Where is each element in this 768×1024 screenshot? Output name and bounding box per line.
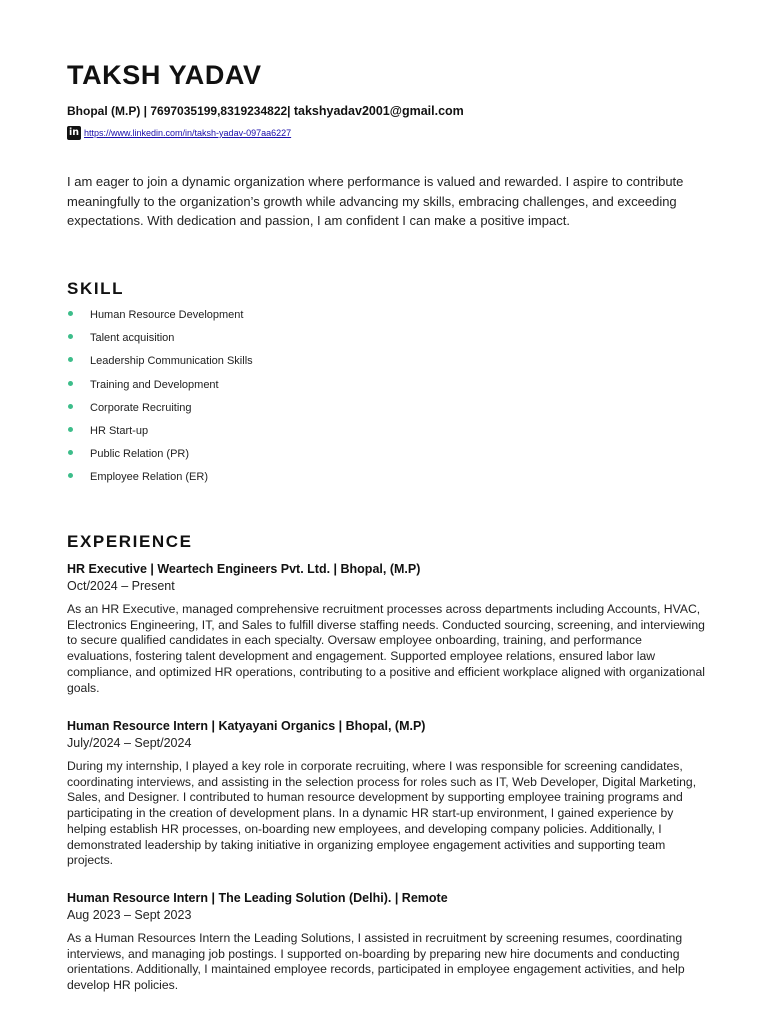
linkedin-link[interactable]: https://www.linkedin.com/in/taksh-yadav-097aa6227	[84, 128, 292, 138]
experience-entry	[67, 890, 707, 994]
skill-label: Talent acquisition	[90, 332, 175, 345]
job-title: Human Resource Intern | Katyayani Organics | Bhopal, (M.P)	[67, 719, 426, 733]
skill-item	[67, 468, 253, 491]
bullet-icon	[68, 404, 73, 409]
location-phone: Bhopal (M.P) | 7697035199,8319234822|	[67, 104, 294, 118]
bullet-icon	[68, 473, 73, 478]
skill-item	[67, 352, 253, 375]
bullet-icon	[68, 427, 73, 432]
job-dates: Aug 2023 – Sept 2023	[67, 908, 192, 922]
skill-item	[67, 399, 253, 422]
skill-label: Human Resource Development	[90, 309, 244, 321]
summary-paragraph: I am eager to join a dynamic organization where performance is valued and rewarded. I aspire to contribute meaningfully to the organization’s growth while advancing my skills, embracing challenges, and exceeding expectations. With dedication and passion, I am confident I can make a positive impact.	[67, 174, 684, 228]
job-description: As an HR Executive, managed comprehensive recruitment processes across departments including Accounts, HVAC, Electronics Engineering, IT, and Sales to fulfill diverse staffing needs. Conducted sourcing, screening, and interviewing to secure qualified candidates in each specialty. Oversaw employee onboarding, training, and performance evaluations, fostering talent development and engagement. Supported employee relations, ensured labor law compliance, and optimized HR operations, contributing to a positive and efficient workplace aligned with organizational goals.	[67, 602, 705, 695]
bullet-icon	[68, 311, 73, 316]
skill-item	[67, 376, 253, 399]
bullet-icon	[68, 381, 73, 386]
skill-label: Public Relation (PR)	[90, 448, 190, 461]
skill-label: HR Start-up	[90, 424, 149, 437]
skill-item	[67, 445, 253, 468]
job-dates: July/2024 – Sept/2024	[67, 736, 192, 750]
skill-list	[67, 306, 253, 492]
job-dates: Oct/2024 – Present	[67, 579, 175, 593]
candidate-name: TAKSH YADAV	[67, 60, 262, 90]
experience-section-title: EXPERIENCE	[67, 532, 193, 551]
skill-item	[67, 306, 253, 329]
skill-label: Employee Relation (ER)	[90, 471, 208, 484]
skill-section-title: SKILL	[67, 279, 125, 298]
email-address: takshyadav2001@gmail.com	[293, 104, 464, 118]
linkedin-row	[67, 126, 291, 140]
linkedin-icon: in	[68, 127, 80, 139]
skill-label: Corporate Recruiting	[90, 401, 192, 414]
skill-item	[67, 329, 253, 352]
experience-entry	[67, 718, 707, 869]
job-description: During my internship, I played a key role in corporate recruiting, where I was responsible for screening candidates, coordinating interviews, and assisting in the selection process for roles such as IT, Web Developer, Digital Marketing, Sales, and Designer. I contributed to human resource development by supporting employee training programs and participating in the creation of development plans. In a dynamic HR start-up environment, I gained experience by helping establish HR processes, on-boarding new employees, and developing company policies. Additionally, I demonstrated leadership by taking initiative in organizing employee engagement activities and supporting team projects.	[67, 759, 697, 868]
job-title: HR Executive | Weartech Engineers Pvt. Ltd. | Bhopal, (M.P)	[67, 562, 421, 576]
job-title: Human Resource Intern | The Leading Solution (Delhi). | Remote	[67, 891, 448, 905]
bullet-icon	[68, 357, 73, 362]
job-description: As a Human Resources Intern the Leading Solutions, I assisted in recruitment by screening resumes, coordinating interviews, and managing job postings. I supported on-boarding by preparing new hire documents and conducting orientations. Additionally, I maintained employee records, participated in employee engagement activities, and help develop HR policies.	[67, 931, 685, 993]
skill-label: Leadership Communication Skills	[90, 355, 253, 368]
bullet-icon	[68, 334, 73, 339]
skill-label: Training and Development	[90, 378, 219, 391]
bullet-icon	[68, 450, 73, 455]
contact-line	[67, 104, 464, 118]
experience-entry	[67, 561, 707, 696]
skill-item	[67, 422, 253, 445]
